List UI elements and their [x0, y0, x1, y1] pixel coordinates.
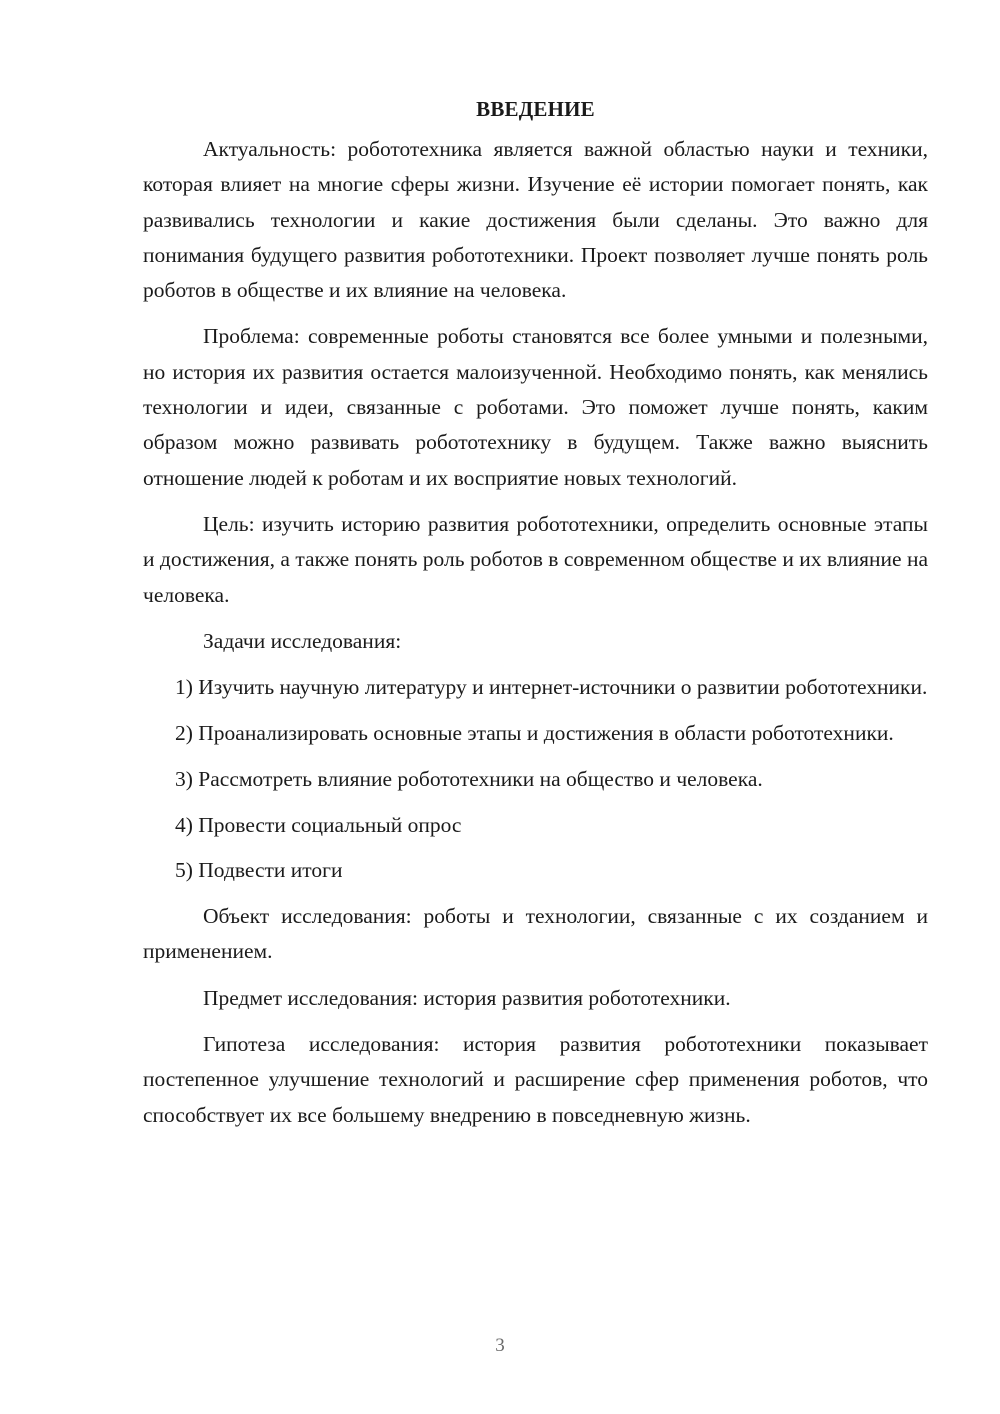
page-number: 3	[495, 1335, 505, 1356]
hypothesis-paragraph: Гипотеза исследования: история развития робототехники показывает постепенное улучшение технологий и расширение сфер применения роботов, что способствует их все большему внедрению в повседневную жизнь.	[143, 1032, 928, 1127]
problem-paragraph: Проблема: современные роботы становятся все более умными и полезными, но история их развития остается малоизученной. Необходимо понять, как менялись технологии и идеи, связанные с роботами. Это поможет лучше понять, каким образом можно развивать робототехнику в будущем. Также важно выяснить отношение людей к роботам и их восприятие новых технологий.	[143, 324, 928, 490]
document-page	[143, 92, 928, 1133]
list-item: 1) Изучить научную литературу и интернет-источники о развитии робототехники.	[175, 675, 928, 700]
tasks-list	[143, 670, 928, 888]
list-item: 4) Провести социальный опрос	[175, 812, 462, 837]
relevance-paragraph: Актуальность: робототехника является важной областью науки и техники, которая влияет на многие сферы жизни. Изучение её истории помогает понять, как развивались технологии и какие достижения были сделаны. Это важно для понимания будущего развития робототехники. Проект позволяет лучше понять роль роботов в обществе и их влияние на человека.	[143, 137, 928, 303]
list-item: 2) Проанализировать основные этапы и достижения в области робототехники.	[175, 720, 894, 745]
object-paragraph: Объект исследования: роботы и технологии, связанные с их созданием и применением.	[143, 904, 928, 964]
list-item: 3) Рассмотреть влияние робототехники на общество и человека.	[175, 766, 763, 791]
subject-paragraph: Предмет исследования: история развития робототехники.	[203, 985, 731, 1010]
page-title: ВВЕДЕНИЕ	[476, 97, 595, 121]
tasks-heading: Задачи исследования:	[203, 628, 402, 653]
list-item: 5) Подвести итоги	[175, 858, 343, 883]
goal-paragraph: Цель: изучить историю развития робототехники, определить основные этапы и достижения, а также понять роль роботов в современном обществе и их влияние на человека.	[143, 511, 928, 607]
